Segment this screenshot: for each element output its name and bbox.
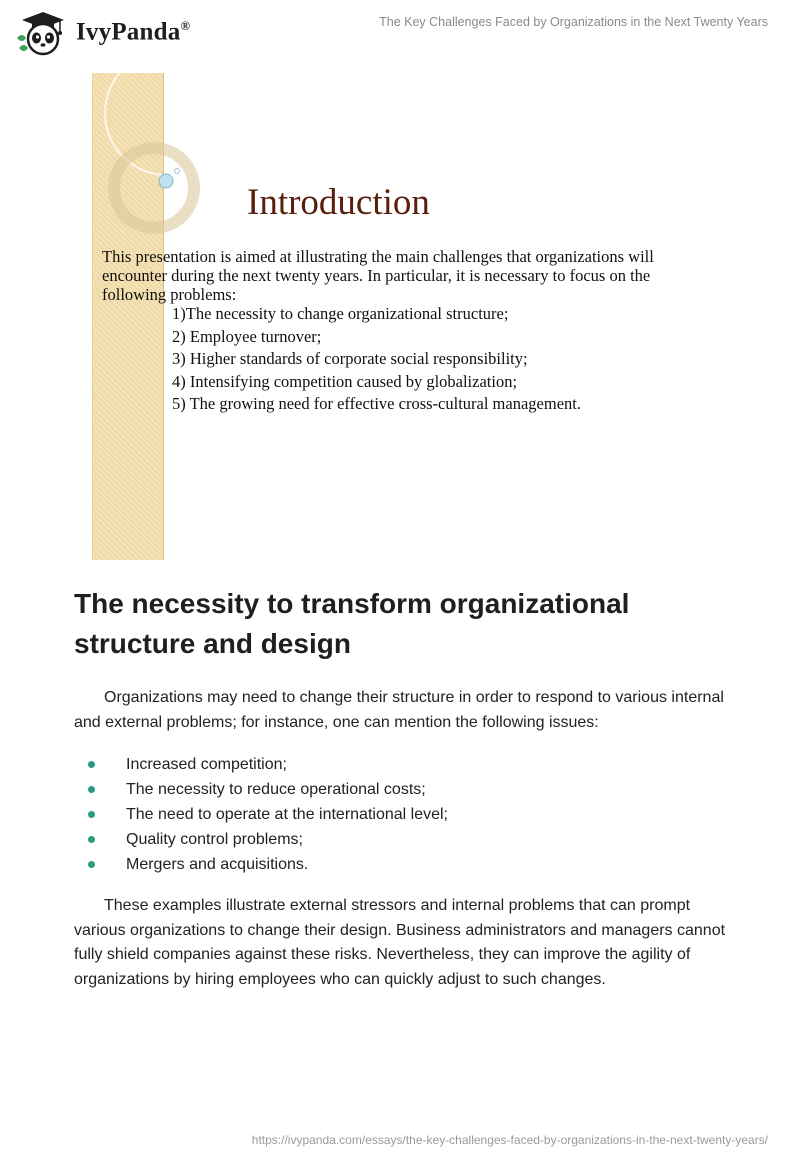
brand-logo[interactable] [14, 8, 204, 56]
list-item: Mergers and acquisitions. [74, 852, 448, 877]
presentation-slide [92, 73, 712, 560]
bullet-icon [88, 811, 95, 818]
slide-list-item: 2) Employee turnover; [172, 326, 322, 346]
source-url[interactable]: https://ivypanda.com/essays/the-key-challenges-faced-by-organizations-in-the-next-twenty-years/ [251, 1133, 768, 1147]
bullet-icon [88, 861, 95, 868]
list-item: Increased competition; [74, 752, 448, 777]
slide-list-item: 1)The necessity to change organizational structure; [172, 304, 509, 323]
document-title: The Key Challenges Faced by Organizations in the Next Twenty Years [379, 15, 768, 29]
bullet-icon [88, 761, 95, 768]
panda-logo-icon [14, 8, 72, 56]
slide-list-item: 3) Higher standards of corporate social responsibility; [172, 349, 528, 368]
bullet-icon [88, 786, 95, 793]
list-item: The necessity to reduce operational costs; [74, 777, 448, 802]
issues-list [74, 752, 448, 877]
list-item: The need to operate at the international level; [74, 802, 448, 827]
slide-intro-text: This presentation is aimed at illustrating the main challenges that organizations will encounter during the next twenty years. In particular, it is necessary to focus on the following problems: [102, 247, 654, 304]
bullet-icon [88, 836, 95, 843]
list-item: Quality control problems; [74, 827, 448, 852]
conclusion-paragraph: These examples illustrate external stressors and internal problems that can prompt various organizations to change their design. Business administrators and managers cannot fully shield companies against these risks. Nevertheless, they can improve the agility of organizations by hiring employees who can quickly adjust to such changes. [74, 897, 726, 988]
intro-paragraph: Organizations may need to change their structure in order to respond to various internal and external problems; for instance, one can mention the following issues: [74, 689, 724, 731]
slide-problem-list [172, 303, 581, 416]
slide-decoration [92, 73, 232, 243]
slide-list-item: 4) Intensifying competition caused by globalization; [172, 371, 518, 391]
brand-name: IvyPanda® [76, 17, 191, 46]
slide-list-item: 5) The growing need for effective cross-cultural management. [172, 394, 581, 413]
section-heading: The necessity to transform organizational structure and design [74, 588, 630, 659]
slide-title: Introduction [247, 182, 430, 223]
